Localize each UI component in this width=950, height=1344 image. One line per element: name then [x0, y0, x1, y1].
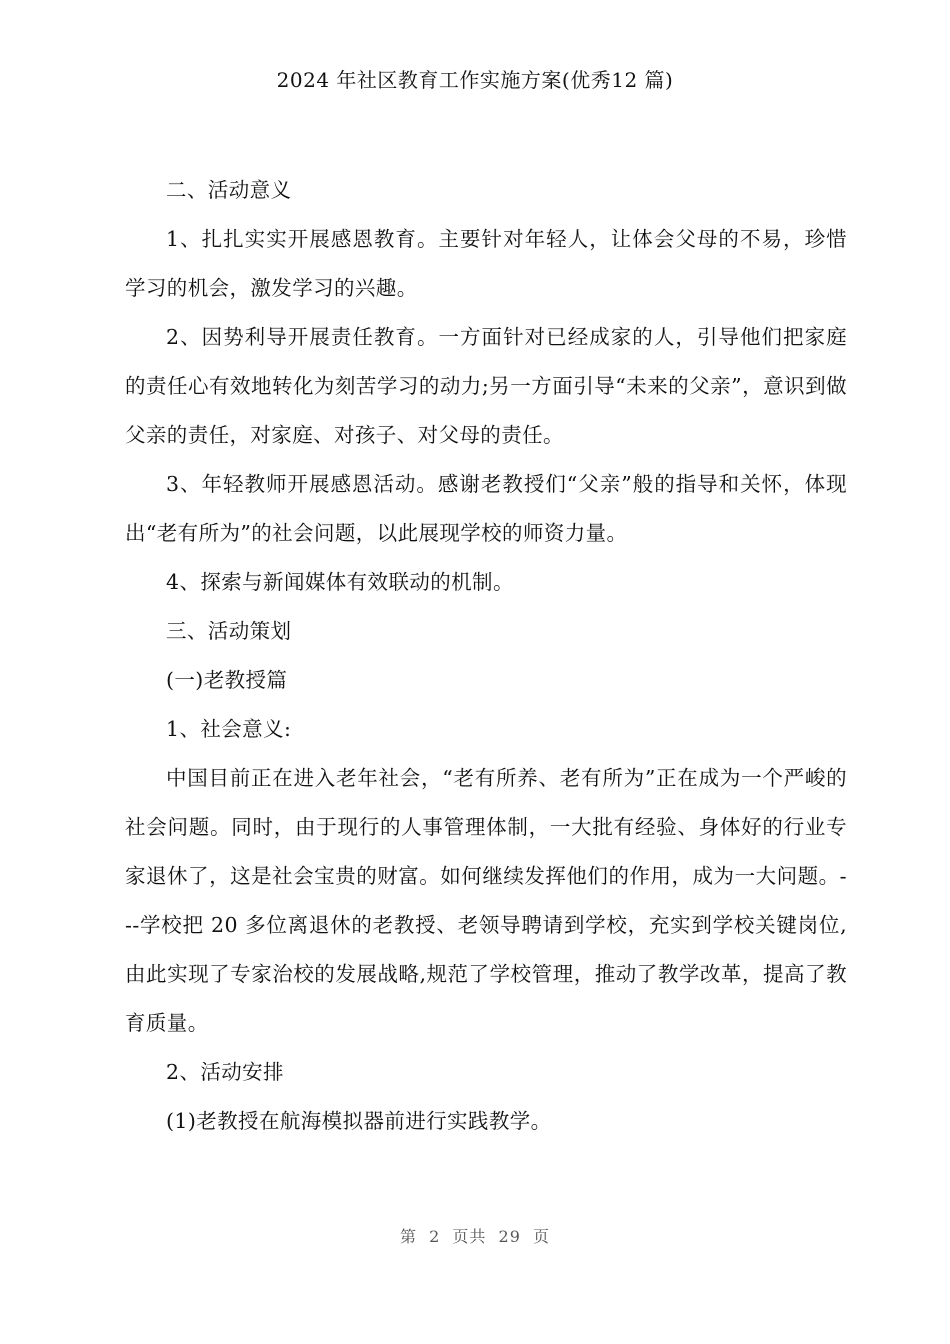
footer-prefix: 第: [400, 1227, 418, 1246]
footer-suffix: 页: [532, 1227, 550, 1246]
subsection-heading-old-professors: (一)老教授篇: [166, 668, 288, 692]
footer-middle: 页共: [452, 1227, 487, 1246]
paragraph-young-teachers: 3、年轻教师开展感恩活动。感谢老教授们“父亲”般的指导和关怀，体现出“老有所为”的社会问题，以此展现学校的师资力量。: [125, 472, 847, 545]
paragraph-aging-society: 中国目前正在进入老年社会，“老有所养、老有所为”正在成为一个严峻的社会问题。同时，由于现行的人事管理体制，一大批有经验、身体好的行业专家退休了，这是社会宝贵的财富。如何继续发挥他们的作用，成为一大问题。---学校把 20 多位离退休的老教授、老领导聘请到学校，充实到学校关键岗位,由此实现了专家治校的发展战略,规范了学校管理，推动了教学改革，提高了教育质量。: [125, 766, 847, 1035]
footer-current-page: 2: [429, 1227, 441, 1246]
section-heading-activity-meaning: 二、活动意义: [166, 178, 292, 202]
paragraph-media-linkage: 4、探索与新闻媒体有效联动的机制。: [166, 570, 514, 594]
page-title: 2024 年社区教育工作实施方案(优秀12 篇): [276, 68, 674, 92]
footer-total-pages: 29: [498, 1227, 521, 1246]
paragraph-gratitude-education: 1、扎扎实实开展感恩教育。主要针对年轻人，让体会父母的不易，珍惜学习的机会，激发学习的兴趣。: [125, 227, 847, 300]
section-heading-activity-planning: 三、活动策划: [166, 619, 292, 643]
item-heading-social-meaning: 1、社会意义:: [166, 717, 292, 741]
paragraph-responsibility-education: 2、因势利导开展责任教育。一方面针对已经成家的人，引导他们把家庭的责任心有效地转化为刻苦学习的动力;另一方面引导“未来的父亲”，意识到做父亲的责任，对家庭、对孩子、对父母的责任。: [125, 325, 847, 447]
document-body: [125, 166, 847, 1146]
item-heading-activity-arrangement: 2、活动安排: [166, 1060, 284, 1084]
page-number-footer: [0, 1224, 950, 1247]
paragraph-simulator-teaching: (1)老教授在航海模拟器前进行实践教学。: [166, 1109, 552, 1133]
